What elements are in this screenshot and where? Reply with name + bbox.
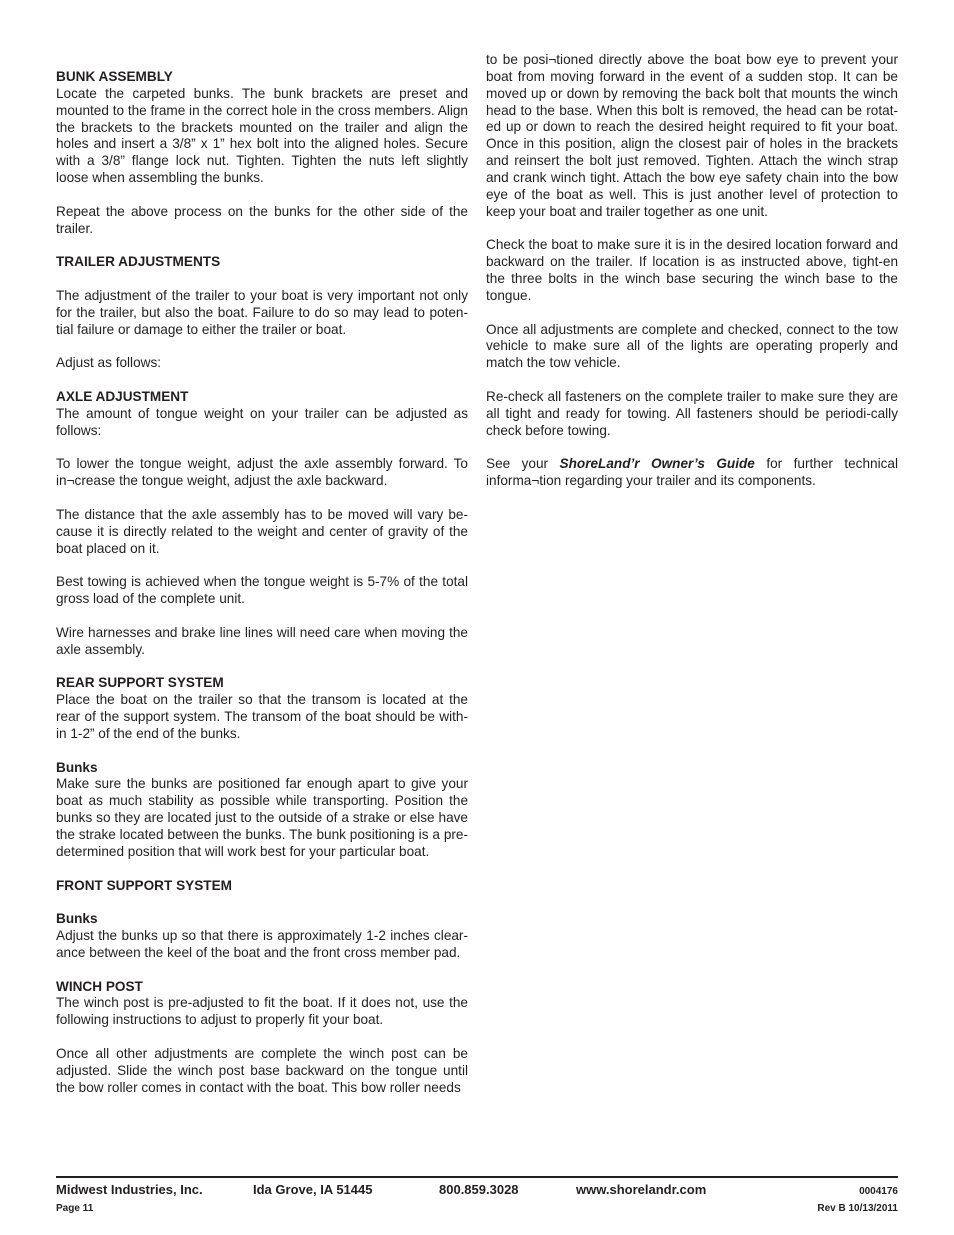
footer-page-number: Page 11	[56, 1203, 94, 1214]
winch-post-paragraph-1: The winch post is pre-adjusted to fit the boat. If it does not, use the following instructions to adjust to properly fit your boat.	[56, 995, 468, 1028]
axle-adjustment-paragraph-2: To lower the tongue weight, adjust the axle assembly forward. To in¬crease the tongue weight, adjust the axle backward.	[56, 456, 468, 489]
owners-guide-text-before: See your	[486, 456, 560, 472]
winch-post-continued-paragraph: to be posi¬tioned directly above the boat bow eye to prevent your boat from moving forward in the event of a sudden stop. It can be moved up or down by removing the back bolt that mounts the winch head to the base. When this bolt is removed, the head can be rotat-ed up or down to reach the desired height required to fit your boat. Once in this position, align the closest pair of holes in the brackets and reinsert the bolt just removed. Tighten. Attach the winch strap and crank winch tight. Attach the bow eye safety chain into the bow eye of the boat as well. This is just another level of protection to keep your boat and trailer together as one unit.	[486, 52, 898, 219]
footer-company: Midwest Industries, Inc.	[56, 1182, 203, 1197]
front-support-heading: FRONT SUPPORT SYSTEM	[56, 877, 232, 893]
fastener-recheck-paragraph: Re-check all fasteners on the complete trailer to make sure they are all tight and ready for towing. All fasteners should be periodi-cally check before towing.	[486, 388, 898, 438]
front-bunks-heading: Bunks	[56, 911, 98, 927]
rear-support-paragraph: Place the boat on the trailer so that the transom is located at the rear of the support system. The transom of the boat should be with-in 1-2” of the end of the bunks.	[56, 692, 468, 741]
footer-phone: 800.859.3028	[439, 1182, 519, 1197]
bunk-assembly-repeat-paragraph: Repeat the above process on the bunks for the other side of the trailer.	[56, 203, 468, 236]
axle-adjustment-paragraph-5: Wire harnesses and brake line lines will need care when moving the axle assembly.	[56, 624, 468, 657]
rear-support-heading: REAR SUPPORT SYSTEM	[56, 675, 224, 691]
right-column	[486, 52, 898, 490]
owners-guide-paragraph	[486, 456, 898, 490]
adjust-as-follows-text: Adjust as follows:	[56, 355, 162, 371]
boat-location-check-paragraph: Check the boat to make sure it is in the desired location forward and backward on the trailer. If location is as instructed above, tight-en the three bolts in the winch base securing the winch base to the tongue.	[486, 237, 898, 303]
trailer-adjustments-paragraph: The adjustment of the trailer to your boat is very important not only for the trailer, but also the boat. Failure to do so may lead to poten-tial failure or damage to either the trailer or boat.	[56, 287, 468, 337]
winch-post-paragraph-2: Once all other adjustments are complete the winch post can be adjusted. Slide the winch post base backward on the tongue until the bow roller comes in contact with the boat. This bow roller needs	[56, 1045, 468, 1095]
footer-revision: Rev B 10/13/2011	[817, 1203, 898, 1214]
owners-guide-title: ShoreLand’r Owner’s Guide	[559, 456, 755, 472]
rear-bunks-heading: Bunks	[56, 759, 98, 775]
footer-location: Ida Grove, IA 51445	[253, 1182, 373, 1197]
footer-website: www.shorelandr.com	[576, 1182, 707, 1197]
rear-bunks-paragraph: Make sure the bunks are positioned far enough apart to give your boat as much stability as possible while transporting. Position the bunks so they are located just to the outside of a strake or else have the strake located between the bunks. The bunk positioning is a pre-determined position that will work best for your particular boat.	[56, 776, 468, 859]
footer-divider	[56, 1176, 898, 1178]
front-bunks-paragraph: Adjust the bunks up so that there is approximately 1-2 inches clear-ance between the keel of the boat and the front cross member pad.	[56, 928, 468, 960]
axle-adjustment-heading: AXLE ADJUSTMENT	[56, 389, 189, 405]
axle-adjustment-paragraph-3: The distance that the axle assembly has to be moved will vary be-cause it is directly related to the weight and center of gravity of the boat placed on it.	[56, 506, 468, 556]
trailer-adjustments-heading: TRAILER ADJUSTMENTS	[56, 254, 221, 270]
footer-part-number: 0004176	[859, 1186, 898, 1197]
left-column	[56, 69, 468, 1096]
axle-adjustment-paragraph-4: Best towing is achieved when the tongue weight is 5-7% of the total gross load of the complete unit.	[56, 574, 468, 607]
winch-post-heading: WINCH POST	[56, 978, 143, 994]
axle-adjustment-paragraph-1: The amount of tongue weight on your trailer can be adjusted as follows:	[56, 405, 468, 438]
owners-guide-text-after: for further technical informa¬tion regarding your trailer and its components.	[486, 456, 898, 489]
tow-vehicle-lights-paragraph: Once all adjustments are complete and checked, connect to the tow vehicle to make sure all of the lights are operating properly and match the tow vehicle.	[486, 321, 898, 371]
bunk-assembly-heading: BUNK ASSEMBLY	[56, 69, 173, 84]
bunk-assembly-paragraph: Locate the carpeted bunks. The bunk brackets are preset and mounted to the frame in the correct hole in the cross members. Align the brackets to the brackets mounted on the trailer and align the holes and insert a 3/8” x 1” hex bolt into the aligned holes. Secure with a 3/8” flange lock nut. Tighten. Tighten the nuts left slightly loose when assembling the bunks.	[56, 85, 468, 186]
